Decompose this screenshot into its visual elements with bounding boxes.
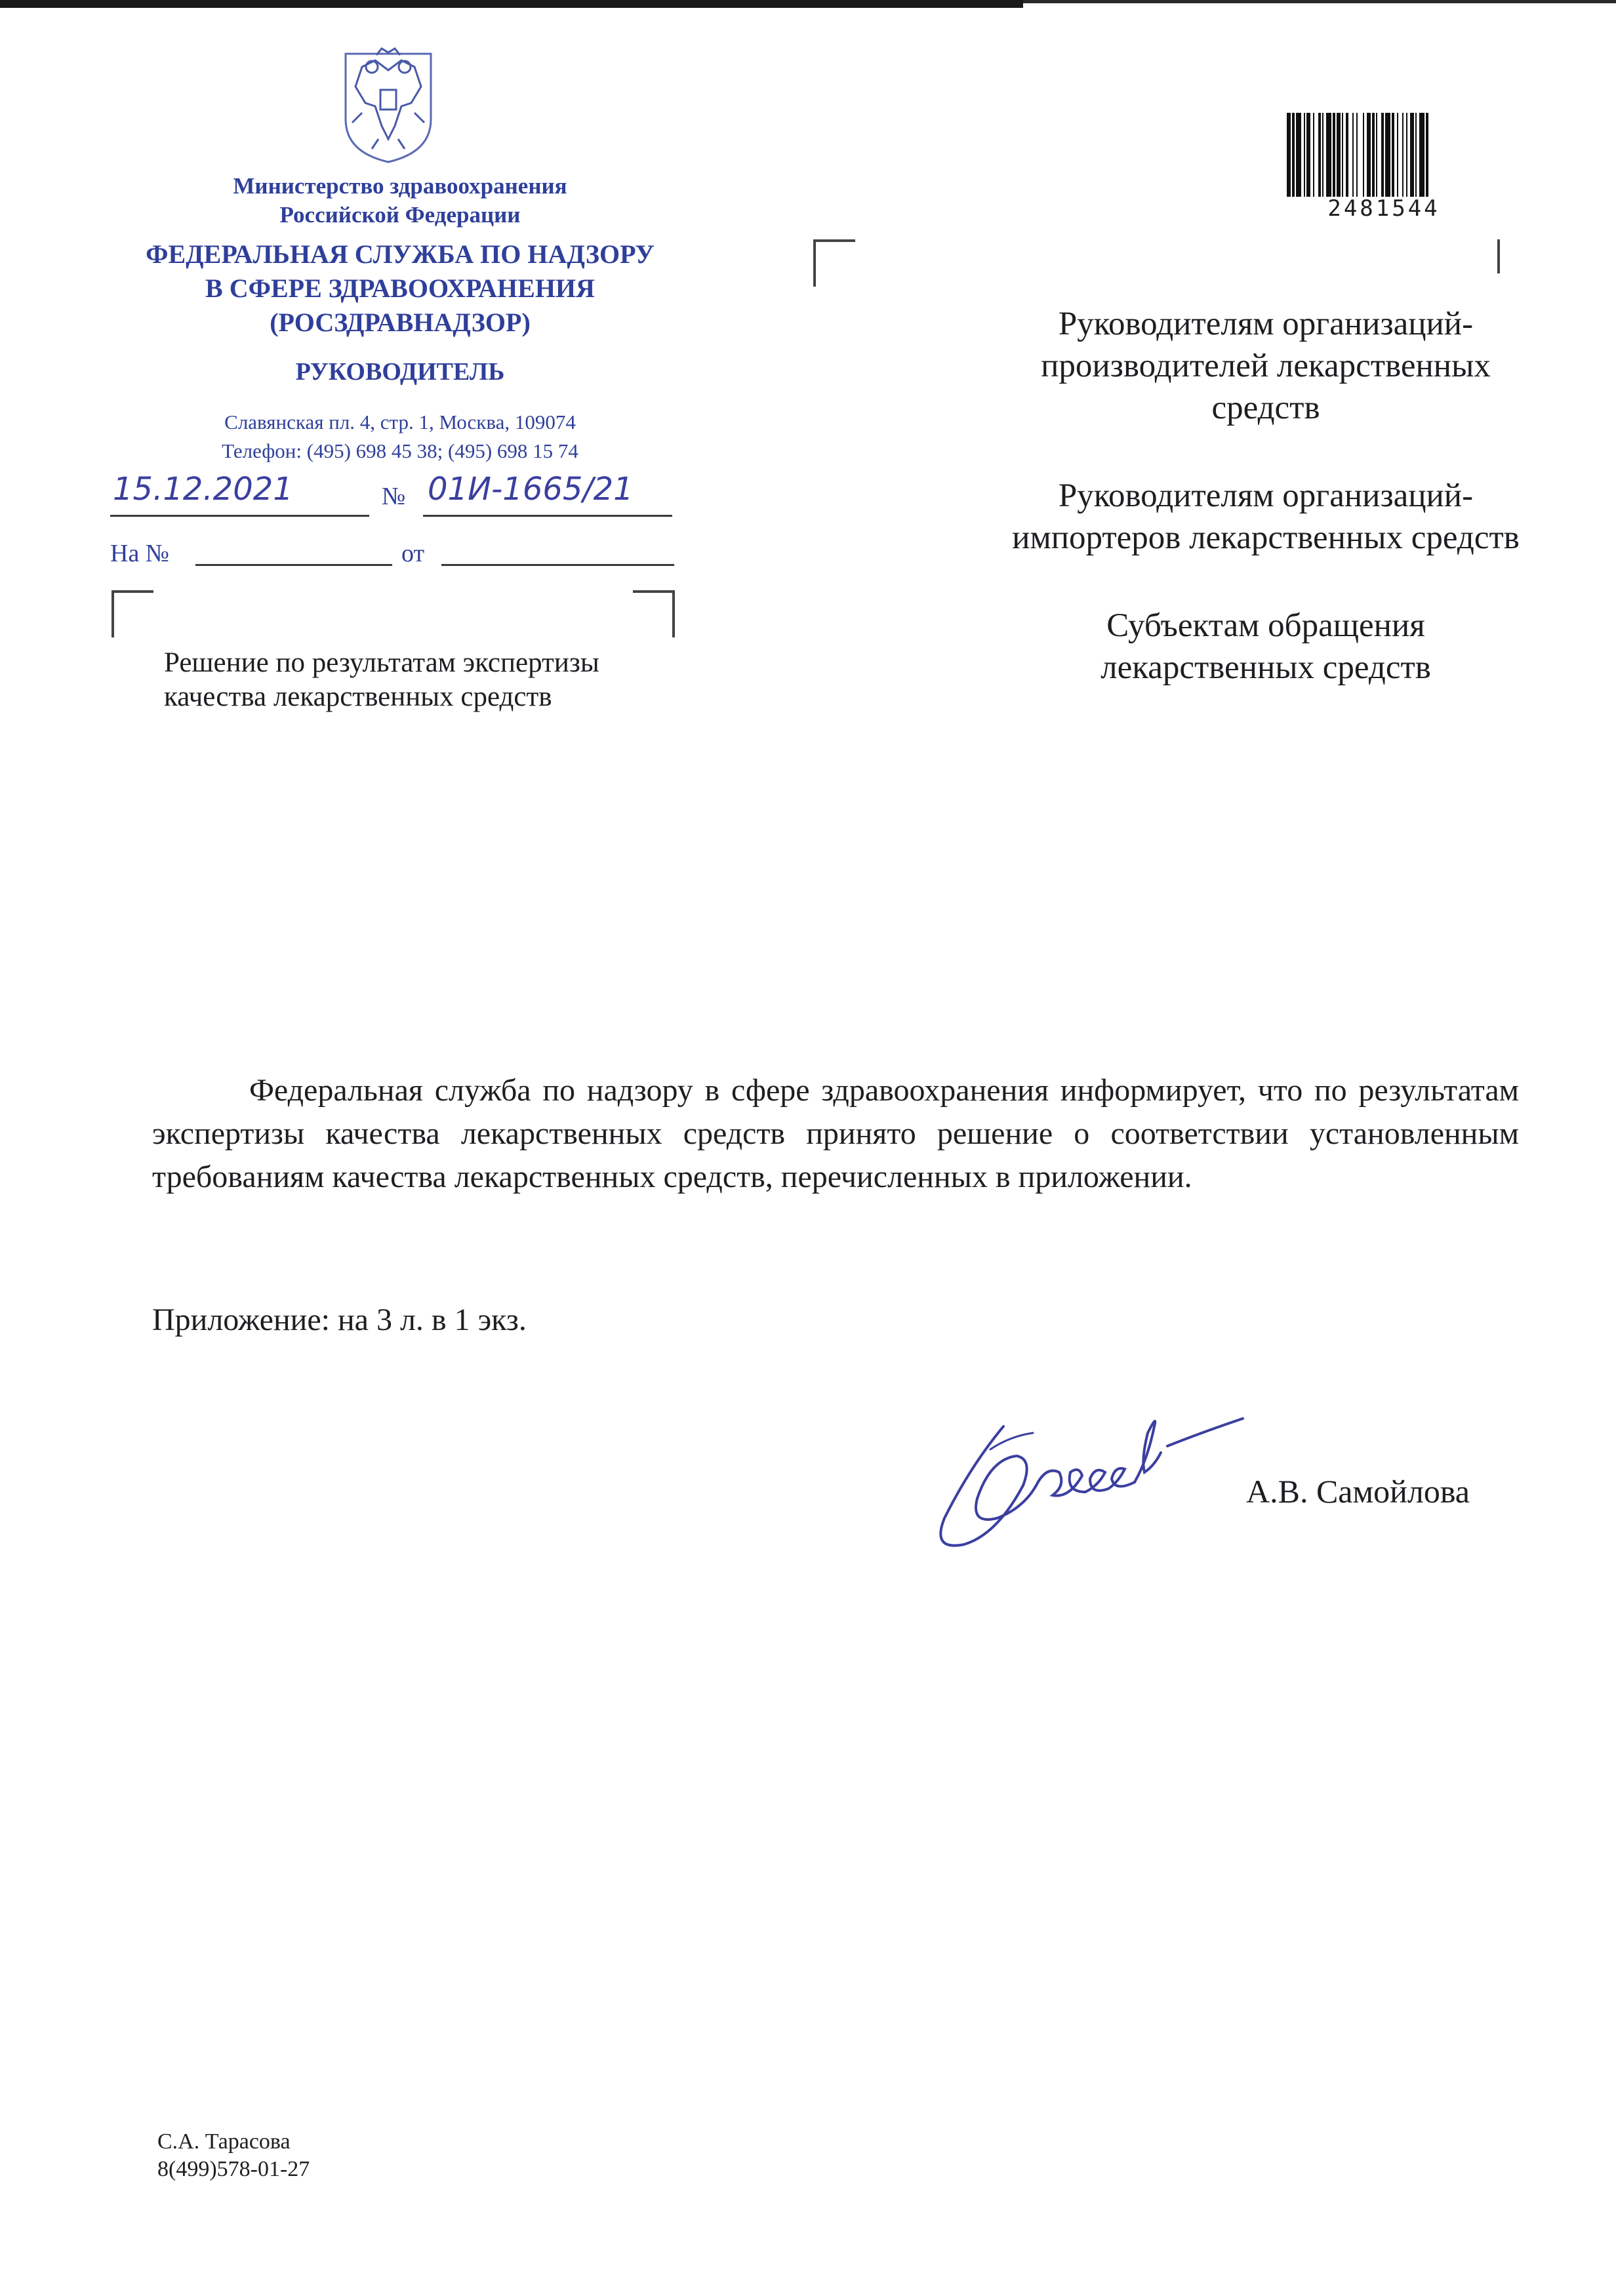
barcode-bar (1337, 113, 1341, 197)
number-label: № (382, 483, 406, 510)
head-title: РУКОВОДИТЕЛЬ (295, 358, 505, 386)
barcode-bar (1426, 113, 1428, 197)
barcode-bar (1346, 113, 1348, 197)
barcode-bar (1419, 113, 1424, 197)
service-name (79, 237, 721, 340)
from-underline (441, 564, 674, 566)
barcode-bar (1304, 113, 1305, 197)
double-headed-eagle-icon (336, 41, 441, 165)
executor-phone: 8(499)578-01-27 (157, 2157, 310, 2181)
barcode-bar (1313, 113, 1314, 197)
barcode-bar (1287, 113, 1291, 197)
barcode-bar (1306, 113, 1310, 197)
ministry-line-1: Министерство здравоохранения (233, 173, 567, 199)
barcode-bar (1333, 113, 1335, 197)
scan-edge-top (0, 0, 1023, 8)
number-underline (423, 515, 672, 517)
subject (164, 646, 599, 714)
ministry-name (105, 172, 695, 230)
registration-number: 01И-1665/21 (428, 471, 634, 508)
recipients (931, 303, 1600, 735)
letter-body (152, 1069, 1519, 1199)
recipient-corner-right (1497, 239, 1500, 273)
from-label: от (401, 540, 425, 567)
barcode-bar (1352, 113, 1354, 197)
phone: Телефон: (495) 698 45 38; (495) 698 15 74 (222, 439, 578, 462)
barcode (1285, 113, 1482, 197)
barcode-bar (1397, 113, 1398, 197)
signer-name: А.В. Самойлова (1246, 1473, 1470, 1510)
subject-corner-right (633, 590, 675, 637)
service-line-2: В СФЕРЕ ЗДРАВООХРАНЕНИЯ (205, 273, 595, 303)
ministry-line-2: Российской Федерации (279, 202, 521, 228)
recipient-2-line-1: Руководителям организаций- (1058, 477, 1474, 514)
barcode-number: 2481544 (1327, 195, 1440, 222)
barcode-bar (1367, 113, 1371, 197)
subject-corner-left (111, 590, 153, 637)
subject-line-2: качества лекарственных средств (164, 681, 552, 712)
service-line-1: ФЕДЕРАЛЬНАЯ СЛУЖБА ПО НАДЗОРУ (146, 239, 655, 269)
recipient-3-line-2: лекарственных средств (1101, 649, 1431, 686)
scan-edge-top-right (1023, 0, 1616, 3)
recipient-1-line-3: средств (1211, 390, 1320, 426)
barcode-bar (1376, 113, 1377, 197)
address: Славянская пл. 4, стр. 1, Москва, 109074 (224, 411, 576, 433)
recipient-manufacturers (931, 303, 1600, 429)
body-paragraph: Федеральная служба по надзору в сфере здравоохранения информирует, что по результатам экспертизы качества лекарственных средств принято решение о соответствии установленным требованиям качества лекарственных средств, перечисленных в приложении. (152, 1073, 1519, 1194)
recipient-importers (931, 475, 1600, 559)
barcode-bar (1363, 113, 1364, 197)
coat-of-arms-emblem (336, 41, 441, 165)
executor-block (157, 2128, 310, 2183)
recipient-subjects (931, 605, 1600, 689)
barcode-bar (1372, 113, 1375, 197)
executor-name: С.А. Тарасова (157, 2129, 291, 2154)
barcode-bar (1402, 113, 1404, 197)
barcode-bar (1342, 113, 1343, 197)
barcode-bar (1410, 113, 1414, 197)
barcode-bar (1415, 113, 1417, 197)
service-line-3: (РОСЗДРАВНАДЗОР) (270, 308, 531, 337)
recipient-1-line-2: производителей лекарственных (1041, 348, 1491, 384)
recipient-corner-left (813, 239, 855, 287)
reply-to-underline (195, 564, 392, 566)
barcode-bar (1356, 113, 1358, 197)
barcode-bar (1322, 113, 1323, 197)
barcode-bar (1326, 113, 1331, 197)
barcode-bar (1392, 113, 1394, 197)
subject-line-1: Решение по результатам экспертизы (164, 647, 599, 678)
barcode-bar (1318, 113, 1321, 197)
barcode-bar (1296, 113, 1301, 197)
attachment-note: Приложение: на 3 л. в 1 экз. (152, 1302, 527, 1337)
contact-block (105, 408, 695, 466)
barcode-bar (1292, 113, 1295, 197)
date-underline (110, 515, 369, 517)
recipient-1-line-1: Руководителям организаций- (1058, 306, 1474, 342)
barcode-bar (1385, 113, 1390, 197)
recipient-2-line-2: импортеров лекарственных средств (1012, 519, 1520, 556)
barcode-icon (1285, 113, 1482, 197)
registration-date: 15.12.2021 (113, 471, 293, 508)
barcode-bar (1381, 113, 1384, 197)
reply-to-label: На № (110, 540, 170, 567)
recipient-3-line-1: Субъектам обращения (1106, 607, 1425, 644)
barcode-bar (1406, 113, 1407, 197)
